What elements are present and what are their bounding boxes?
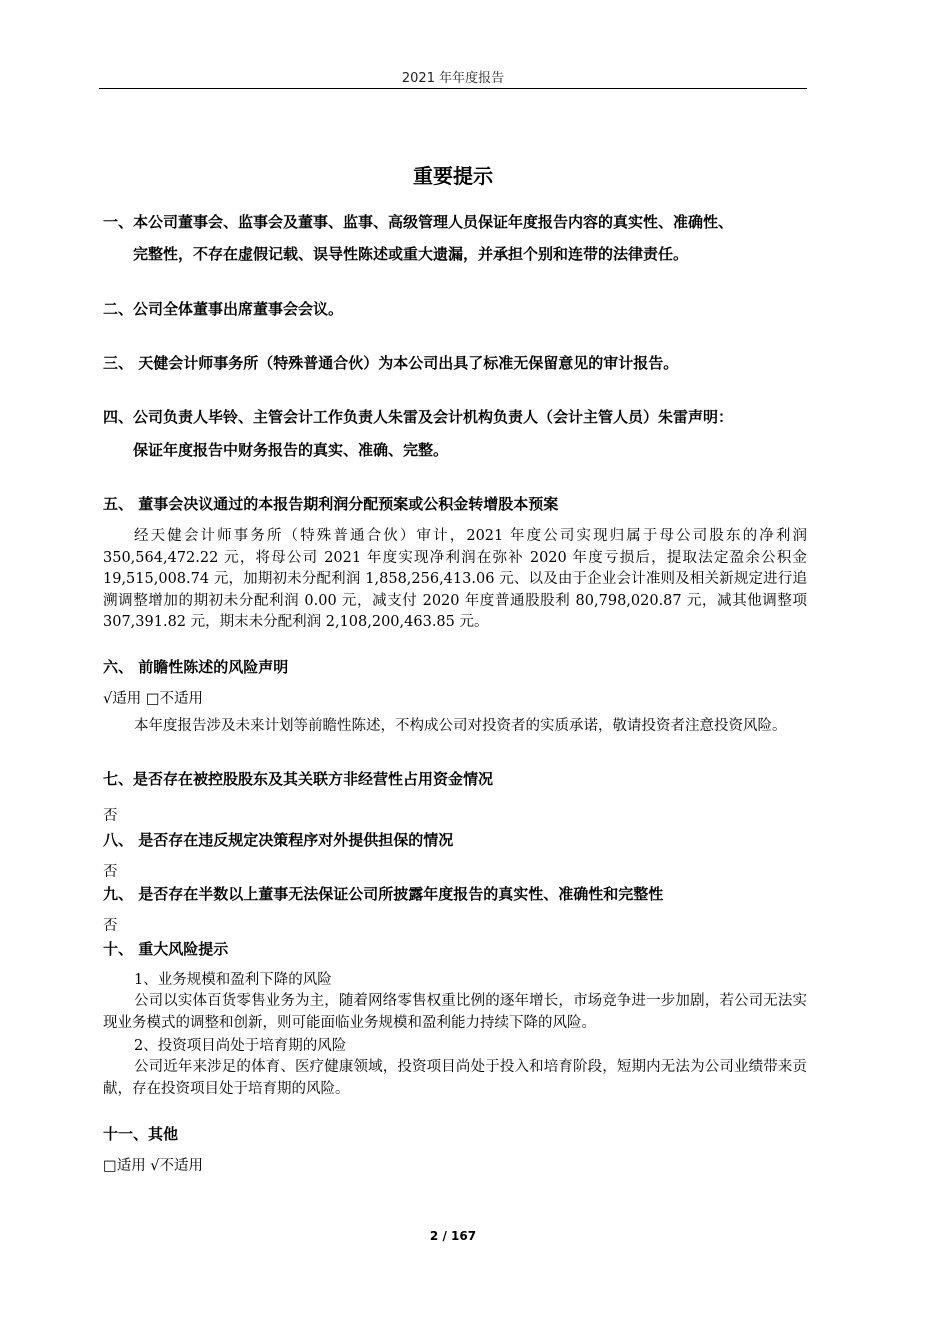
- section-10-title: 十、 重大风险提示: [103, 940, 229, 958]
- section-3: 三、 天健会计师事务所（特殊普通合伙）为本公司出具了标准无保留意见的审计报告。: [103, 354, 679, 372]
- section-11-title: 十一、其他: [103, 1125, 179, 1143]
- section-6-body: 本年度报告涉及未来计划等前瞻性陈述，不构成公司对投资者的实质承诺，敬请投资者注意投资风险。: [134, 718, 787, 734]
- section-1-line-2: 完整性，不存在虚假记载、误导性陈述或重大遗漏，并承担个别和连带的法律责任。: [133, 245, 689, 263]
- section-4-line-2: 保证年度报告中财务报告的真实、准确、完整。: [133, 441, 449, 459]
- section-5-body: 经天健会计师事务所（特殊普通合伙）审计，2021 年度公司实现归属于母公司股东的净利润 350,564,472.22 元，将母公司 2021 年度实现净利润在弥补 2020 年度亏损后，提取法定盈余公积金 19,515,008.74 元，加期初未分配利润 1,858,256,413.06 元、以及由于企业会计准则及相关新规定进行追溯调整增加的期初未分配利润 0.00 元，减支付 2020 年度普通股股利 80,798,020.87 元，减其他调整项 307,391.82 元，期末未分配利润 2,108,200,463.85 元。: [103, 528, 807, 630]
- section-4-line-1: 四、公司负责人毕铃、主管会计工作负责人朱雷及会计机构负责人（会计主管人员）朱雷声明：: [103, 408, 734, 426]
- page-header: 2021 年年度报告: [401, 71, 505, 86]
- section-6-title: 六、 前瞻性陈述的风险声明: [103, 658, 289, 676]
- section-8-answer: 否: [103, 864, 118, 880]
- section-7-title: 七、是否存在被控股股东及其关联方非经营性占用资金情况: [103, 770, 494, 788]
- header-divider: [99, 88, 807, 89]
- section-11-applicability: □适用 √不适用: [103, 1158, 204, 1174]
- section-7-answer: 否: [103, 808, 118, 824]
- page-number: 2 / 167: [429, 1229, 477, 1243]
- section-2: 二、公司全体董事出席董事会会议。: [103, 300, 344, 318]
- risk-1-title: 1、业务规模和盈利下降的风险: [134, 972, 332, 988]
- section-5-title: 五、 董事会决议通过的本报告期利润分配预案或公积金转增股本预案: [103, 495, 559, 513]
- section-1-line-1: 一、本公司董事会、监事会及董事、监事、高级管理人员保证年度报告内容的真实性、准确性、: [103, 213, 734, 231]
- section-8-title: 八、 是否存在违反规定决策程序对外提供担保的情况: [103, 831, 454, 849]
- section-9-title: 九、 是否存在半数以上董事无法保证公司所披露年度报告的真实性、准确性和完整性: [103, 885, 664, 903]
- section-6-applicability: √适用 □不适用: [103, 691, 204, 707]
- risk-2-title: 2、投资项目尚处于培育期的风险: [134, 1038, 347, 1054]
- risk-1-body: 公司以实体百货零售业务为主，随着网络零售权重比例的逐年增长，市场竞争进一步加剧，若公司无法实现业务模式的调整和创新，则可能面临业务规模和盈利能力持续下降的风险。: [103, 993, 807, 1031]
- page-title: 重要提示: [413, 164, 493, 188]
- section-9-answer: 否: [103, 918, 118, 934]
- risk-2-body: 公司近年来涉足的体育、医疗健康领域，投资项目尚处于投入和培育阶段，短期内无法为公司业绩带来贡献，存在投资项目处于培育期的风险。: [103, 1059, 807, 1097]
